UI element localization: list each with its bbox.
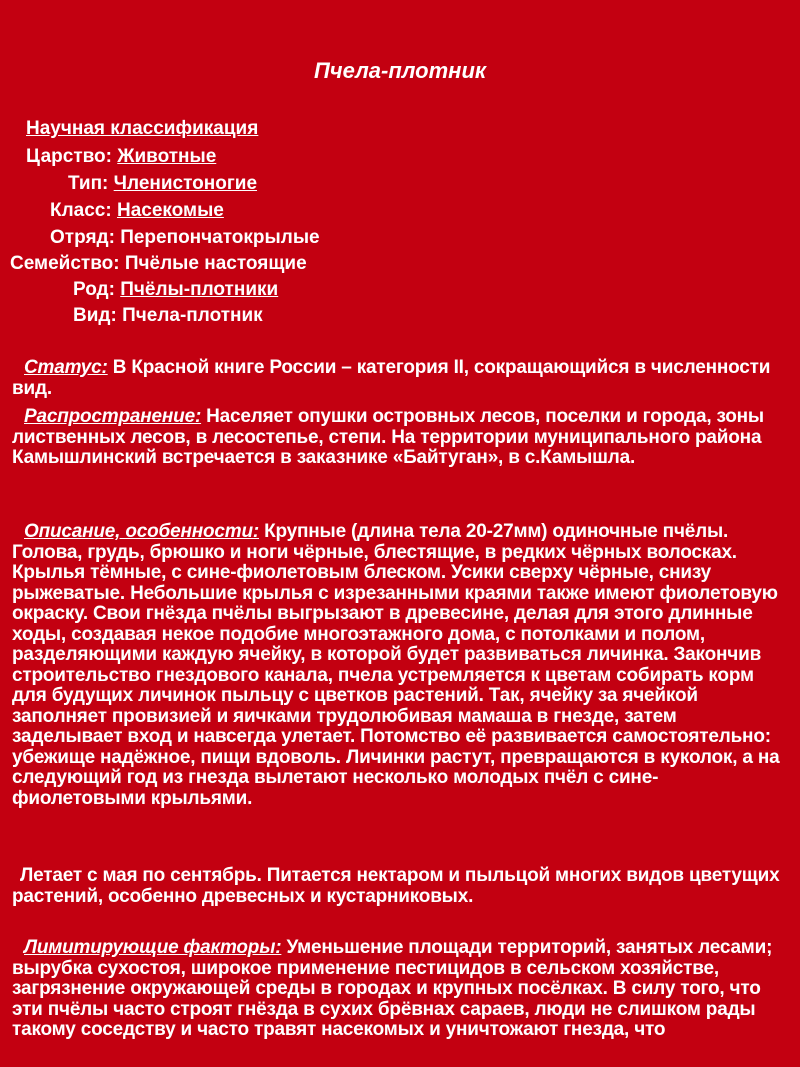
distribution-label: Распространение: [24,406,202,427]
phylum-row [68,173,257,195]
description-paragraph [12,522,788,809]
class-label: Класс: [50,200,112,221]
kingdom-label: Царство: [26,146,112,167]
genus-link[interactable]: Пчёлы-плотники [120,279,279,300]
kingdom-link[interactable]: Животные [117,146,217,167]
distribution-text: Населяет опушки островных лесов, поселки и города, зоны лиственных лесов, в лесостепье, степи. На территории муниципального района Камышлинский встречается в заказнике «Байтуган», в с.Камышла. [12,406,764,468]
order-row: Отряд: Перепончатокрылые [50,227,320,248]
genus-row [73,279,278,301]
classification-heading: Научная классификация [26,118,259,139]
kingdom-row [26,146,216,168]
distribution-paragraph [12,407,788,469]
genus-label: Род: [73,279,115,300]
species-row: Вид: Пчела-плотник [73,305,263,326]
limiting-text: Уменьшение площади территорий, занятых лесами; вырубка сухостоя, широкое применение пестицидов в сельском хозяйстве, загрязнение окружающей среды в городах и крупных посёлках. В силу того, что эти пчёлы часто строят гнёзда в сухих брёвнах сараев, люди не слишком рады такому соседству и часто травят насекомых и уничтожают гнезда, что [12,937,773,1040]
status-text: В Красной книге России – категория II, сокращающийся в численности вид. [12,357,771,399]
limiting-label: Лимитирующие факторы: [24,937,282,958]
flight-paragraph: Летает с мая по сентябрь. Питается нектаром и пыльцой многих видов цветущих растений, особенно древесных и кустарниковых. [12,865,780,907]
status-paragraph [12,358,788,399]
page-title: Пчела-плотник [313,58,487,83]
class-link[interactable]: Насекомые [116,200,224,221]
status-label: Статус: [24,357,108,378]
family-row: Семейство: Пчёлые настоящие [10,253,307,274]
phylum-label: Тип: [68,173,109,194]
description-text: Крупные (длина тела 20-27мм) одиночные пчёлы. Голова, грудь, брюшко и ноги чёрные, блестящие, в редких чёрных волосках. Крылья тёмные, с сине-фиолетовым блеском. Усики сверху чёрные, снизу рыжеватые. Небольшие крылья с изрезанными краями также имеют фиолетовую окраску. Свои гнёзда пчёлы выгрызают в древесине, делая для этого длинные ходы, создавая некое подобие многоэтажного дома, с потолками и полом, разделяющими каждую ячейку, в которой будет развиваться личинка. Закончив строительство гнездового канала, пчела устремляется к цветам собирать корм для будущих личинок пыльцу с цветков растений. Так, ячейку за ячейкой заполняет провизией и яичками трудолюбивая мамаша в гнезде, затем заделывает вход и навсегда улетает. Потомство её развивается самостоятельно: убежище надёжное, пищи вдоволь. Личинки растут, превращаются в куколок, а на следующий год из гнезда вылетают несколько молодых пчёл с сине-фиолетовыми крыльями. [12,521,780,809]
phylum-link[interactable]: Членистоногие [113,173,258,194]
description-label: Описание, особенности: [24,521,259,542]
class-row [50,200,224,222]
limiting-paragraph [12,938,788,1041]
